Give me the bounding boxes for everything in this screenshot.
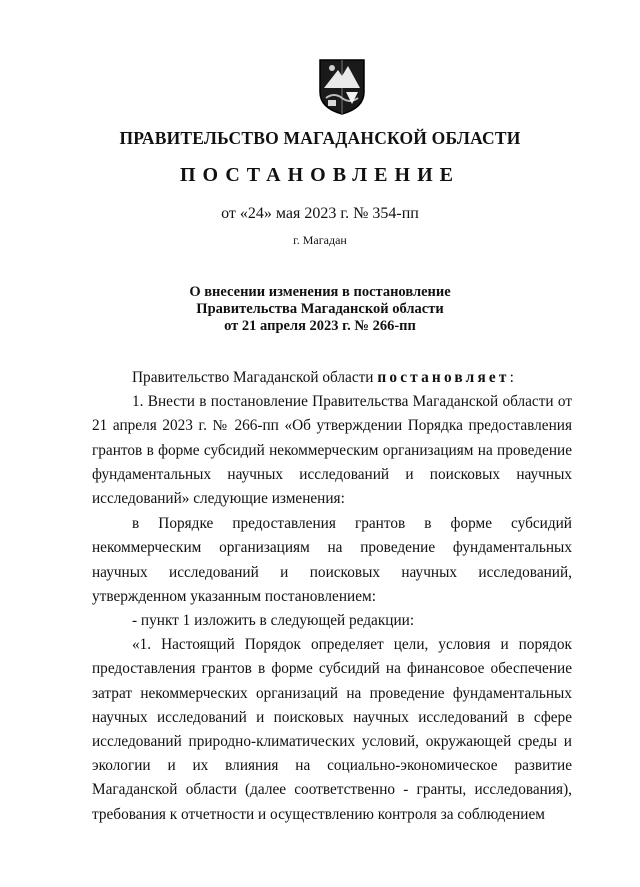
paragraph-1: 1. Внести в постановление Правительства Магаданской области от 21 апреля 2023 г. № 266-пп «Об утверждении Порядка предоставления грантов в форме субсидий некоммерческим организациям на проведение фундаментальных научных исследований и поисковых научных исследований» следующие изменения: <box>92 393 572 508</box>
intro-paragraph <box>92 366 572 390</box>
paragraph-4: «1. Настоящий Порядок определяет цели, условия и порядок предоставления грантов в форме субсидий на финансовое обеспечение затрат некоммерческих организаций на проведение фундаментальных научных исследований и поисковых научных исследований в сфере исследований природно-климатических условий, окружающей среды и экологии и их влияния на социально-экономическое развитие Магаданской области (далее соответственно - гранты, исследования), требования к отчетности и осуществлению контроля за соблюдением <box>92 636 572 823</box>
coat-of-arms-icon <box>318 58 366 116</box>
document-type: ПОСТАНОВЛЕНИЕ <box>180 164 460 186</box>
intro-prefix: Правительство Магаданской области <box>132 369 378 386</box>
subject-line: от 21 апреля 2023 г. № 266-пп <box>224 318 416 334</box>
government-title: ПРАВИТЕЛЬСТВО МАГАДАНСКОЙ ОБЛАСТИ <box>119 128 521 148</box>
paragraph-2: в Порядке предоставления грантов в форме субсидий некоммерческим организациям на проведение фундаментальных научных исследований и поисковых научных исследований, утвержденном указанным постановлением: <box>92 515 572 605</box>
document-subject <box>0 284 640 335</box>
subject-line: О внесении изменения в постановление <box>189 284 451 300</box>
document-body <box>92 366 572 827</box>
paragraph-3: - пункт 1 изложить в следующей редакции: <box>132 612 415 630</box>
document-city: г. Магадан <box>293 233 347 247</box>
intro-verb: постановляет <box>377 369 510 386</box>
subject-line: Правительства Магаданской области <box>196 301 444 317</box>
document-dateline: от «24» мая 2023 г. № 354-пп <box>221 205 419 222</box>
intro-suffix: : <box>509 369 514 386</box>
